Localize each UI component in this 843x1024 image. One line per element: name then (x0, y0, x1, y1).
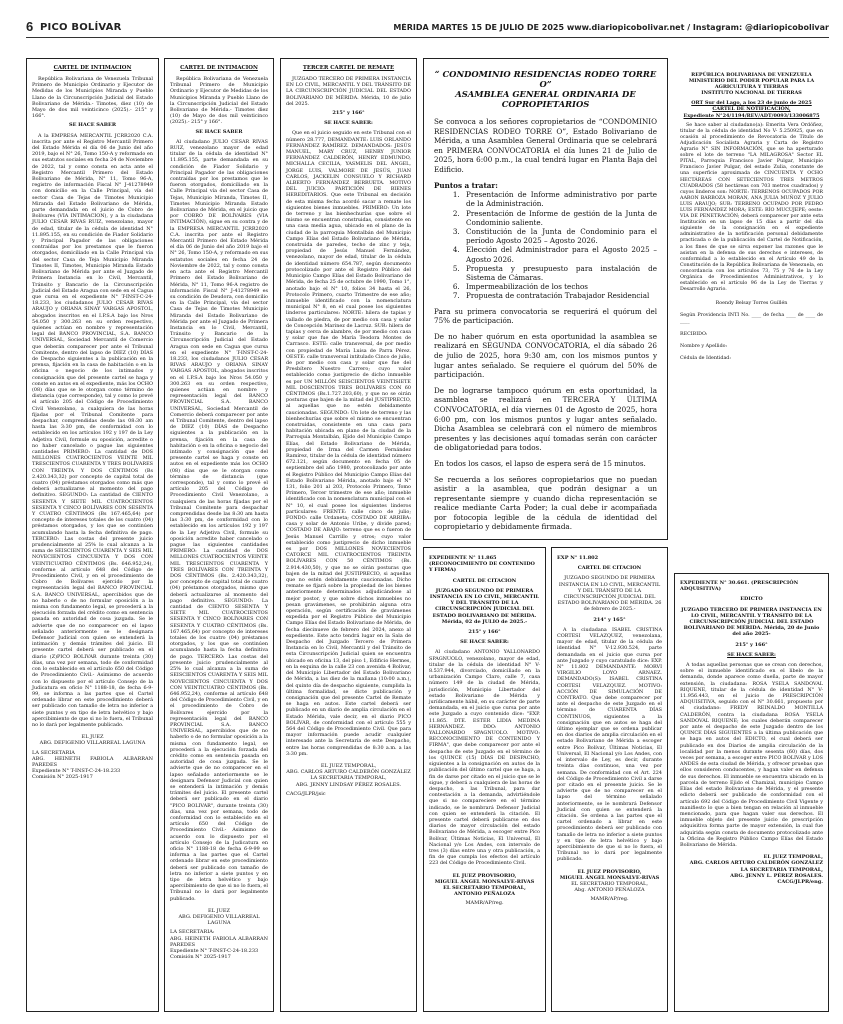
court-line: JUZGADO SEGUNDO DE PRIMERA INSTANCIA EN LO CIVIL, MERCANTIL Y DEL TRÁNSITO DE LA CIRCUNSCRIPCIÓN JUDICIAL DEL ESTADO BOLIVARIANO DE MÉRIDA. Mérida, 02 de JULIO de 2025.- (429, 587, 540, 625)
signature-block (680, 854, 823, 885)
instagram-handle[interactable]: Instagram: @diariopicobolivar (692, 23, 829, 32)
header-info: MÉRIDA MARTES 15 DE JULIO DE 2025 www.diariopicobolivar.net / Instagram: @diariopicobolivar (393, 23, 829, 32)
year-line: 215° y 166° (735, 641, 768, 648)
condominium-assembly-notice (423, 58, 668, 540)
notice-paragraph: A la ciudadana ISABEL CRISTINA CORTESI VELAZQUEZ, venezolana, mayor de edad, titular de la cédula de identidad N° V-12.930.524, parte demandada en el juicio que cursa por ante Juzgado y cuyo caratulado dice: EXP. N° 11.802 DEMANDANTE: MORVI VIRGILIO LOYO ARNAEZ. DEMANDADO(S): ISABEL CRISTINA CORTESI VELAZQUEZ. MOTIVO: ACCIÓN DE SIMULACIÓN DE CONTRATO. Que debe comparecer por ante el despacho de este Juzgado en el término de CUARENTA DÍAS CONTINUOS, siguientes a la consignación que en autos se haga del último ejemplar que se ordena publicar en dos diarios de amplia circulación en el estado Bolivariano de Mérida a escoger entre Pico Bolívar, Últimas Noticias, El Universal, El Nacional y/o Los Andes, con el intervalo de Ley, es decir, durante treinta días continuos, una vez por semana. De conformidad con el Art. 224 del Código de Procedimiento Civil a darse por citado en el presente juicio. Se le advierte que de no comparecer en el lapso del término señalado anteriormente, se le nombrará Defensor Judicial con quien se entenderá la citación. Se ordena a las partes que el cartel ordenado a librar en este procedimiento deberá ser publicado con tamaño de letra no inferior a siete puntos y en tipo de letra helvético y bajo apercibimiento de que si no lo fuera, el Tribunal no lo dará por legalmente publicado. (557, 626, 662, 863)
id-field-label: Cédula de Identidad: (680, 355, 731, 361)
judge-name: MIGUEL ÁNGEL MONSALVE-RIVAS (559, 874, 660, 881)
inti-header (680, 72, 823, 96)
judge-title: EL JUEZ TEMPORAL, (320, 762, 377, 769)
cartel-title: CARTEL DE NOTIFICACIÓN, (712, 106, 791, 113)
agenda-item: 6. Impermeabilización de los techos (462, 282, 657, 291)
file-number: EXPEDIENTE N° 30.661. (PRESCRIPCIÓN ADQUISITIVA) (680, 580, 799, 593)
agenda-item: 7. Propuesta de contratación Trabajador Residencial (462, 291, 657, 300)
secretary-name: ABG. HEINETH FABIOLA ALBARRAN PAREDES (32, 755, 153, 768)
notice-intimacion-1 (26, 58, 159, 1012)
dateline: MÉRIDA (393, 23, 429, 32)
proxy-reminder: Se recuerda a los señores copropietarios que no puedan asistir a la asamblea, que podrán designar a un representante siempre y cuando dicha representación se realice mediante Carta Poder; la cual debe ir acompañada por fotocopia legible de la cédula de identidad del copropietario y debidamente firmada. (434, 474, 657, 532)
ministry-line: MINISTERIO DEL PODER POPULAR PARA LA AGRICULTURA Y TIERRAS (688, 78, 815, 91)
quorum-second: De no haber quórum en esta oportunidad la asamblea se realizará en SEGUNDA CONVOCATORIA, el día sábado 26 de julio de 2025, hora 9:30 am, con los mismos puntos y lugar antes señalado. Se requiere el quórum del 50% de participación. (434, 331, 657, 380)
received-label: RECIBIDO: (680, 331, 708, 337)
secretary-title: EL SECRETARIO TEMPORAL, (443, 884, 526, 891)
court-line: JUZGADO TERCERO DE PRIMERA INSTANCIA EN LO CIVIL, MERCANTIL Y TRÁNSITO DE LA CIRCUNSCRIPCIÓN JUDICIAL DEL ESTADO BOLIVARIANO DE MÉRIDA. Mérida, 20 de Junio del año 2025- (681, 606, 822, 638)
year-line: 215° y 166° (468, 629, 501, 636)
judge-name: ABG. DEFIGENIO VILLARREAL LAGUNA (178, 914, 260, 927)
secretary-name: Abg. ANTONIO PEÑALOZA (574, 887, 645, 894)
website[interactable]: www.diariopicobolivar.net (566, 23, 685, 32)
secretary-block (170, 929, 268, 960)
notice-heading: CARTEL DE INTIMACION (180, 65, 258, 71)
waiting-time: En todos los casos, el lapso de espera será de 15 minutos. (434, 458, 646, 468)
secretary-name: ABG. HEINETH FABIOLA ALBARRAN PAREDES (170, 935, 268, 948)
notice-subheading: SE HACE SABER (69, 122, 116, 129)
agenda-item: 4. Elección del Administrador para el Agosto 2025 – Agosto 2026. (462, 245, 657, 263)
notice-remate (280, 58, 417, 1012)
signer: Roendy Belsay Torres Guillén (715, 301, 788, 307)
notice-heading: CARTEL DE CITACION (577, 565, 642, 572)
judge-name: MIGUEL ÁNGEL MONSALVE-RIVAS (434, 878, 535, 885)
file-number: Expediente N°24/1194/REV/ADT/0093/133006875 (683, 112, 820, 119)
notice-heading: CARTEL DE INTIMACION (53, 65, 132, 71)
office-date: ORT Sur del Lago, a los 23 de junio de 2025 (691, 100, 812, 107)
agenda-item: 5. Propuesta y presupuesto para instalación de Sistema de Cámaras. (462, 264, 657, 282)
commission-number: Comisión N° 2025-1917 (32, 774, 93, 781)
reference-code: CACG/JLPR/eng. (777, 878, 823, 885)
notice-paragraph: Al ciudadano JULIO CESAR RIVAS RUIZ, venezolano mayor de edad titular de la cédula de identidad N° 11.895.155, parte demandada en su condición de Fiador Solidario y Principal Pagador de las obligaciones contraídas por los prestamos que le fueron otorgados, domiciliado en la Calle Principal vía del sector Casa de Tejas, Municipio Miranda, Timotes II, Timotes Municipio Miranda Estado Bolivariano de Mérida, en el juicio que por COBRO DE BOLÍVARES (VIA INTIMACIÓN), sigue en su contra y de la EMPRESA MERCANTIL JCRR2020 C.A. inscrita por ante el Registro Mercantil Primero del Estado Mérida el día 06 de Junio del año 2019 bajo el N° 26, Tomo 150-A, y reformado en sus estatutos sociales en fecha 24 de Noviembre de 2022, tal y como consta en acta ante el Registro Mercantil Primero del Estado Bolivariano de Mérida, N° 11, Tomo 96-A registro de información Fiscal N° J-41278949 es su condición de Deudora, con domicilio en la Calle Principal, vía del sector Casa de Tejas de Timotes Municipio Miranda del Estado Bolivariano de Mérida por ante el Juzgado de Primera Instancia en lo Civil, Mercantil, Tránsito y Bancario de la Circunscripción Judicial del Estado Aragua con sede en Cagua que cursa en el expediente N° T-INST-C-24-18.233, los ciudadanos JULIO CESAR RIVAS ARAUJO y ORIANA SINAY VARGAS APOSTOL, abogados inscritos en el I.P.S.A bajo los Nros 54.050 y 300.263 en su orden respectivo, quienes actúan en nombre y representación legal del BANCO PROVINCIAL S.A. BANCO UNIVERSAL, Sociedad Mercantil de Comercio deberá comparecer por ante el Tribunal Comitente, dentro del lapso de DIEZ (10) DÍAS de Despacho siguientes a la publicación en la prensa, fijación en la casa de habitación o en la oficina o negocio del intimado y consignación que del presente cartel se haga y conste en autos en el expediente más los OCHO (08) días que se le otorgan como término de distancia (que corresponde), tal y como lo prevé el artículo 205 del Código de Procedimiento Civil Venezolano, a cualquiera de las horas fijadas por el Tribunal Comitente para despachar comprendidas desde las 8:30 am hasta las 3:30 pm, de conformidad con lo establecido en los artículos 192 y 197 de la Ley Adjetiva Civil, formule su oposición acredite haber cancelado o pague las siguientes cantidades PRIMERO: La cantidad de DOS MILLONES CUATROCIENTOS VEINTE MIL TRESCIENTOS CUARENTA Y TRES BOLÍVARES CON TREINTA Y DOS CÉNTIMOS (Bs. 2.420.343,32), por concepto de capital total de cuatro (04) préstamos otorgados, mismo que deberá actualizarse al momento del pago definitivo. SEGUNDO: La cantidad de CIENTO SESENTA Y SIETE MIL CUATROCIENTOS SESENTA Y CINCO BOLÍVARES CON SESENTA Y CUATRO CÉNTIMOS (Bs. 167.465,64) por concepto de intereses totales de los cuatro (04) préstamos otorgados, y los que se continúen acumulando hasta la fecha definitiva de pago. TERCERO: Las costas del presente juicio prudencialmente al 25% lo cual alcanza a la suma de SEISCIENTOS CUARENTA Y SEIS MIL NOVECIENTOS CINCUENTA Y DOS CON VEINTICUATRO CÉNTIMOS (Bs. 646.952,24), conforme al artículo 648 del Código de Procedimiento Civil, y en el procedimiento de Cobro de Bolívares ejercido por la representación legal del BANCO PROVINCIAL S.A. BANCO UNIVERSAL, apercibidos que de no haberlo o de no formular oposición a la misma con fundamento legal, se procederá a la ejecución forzada del crédito como en sentencia pasada en autoridad de cosa juzgada. Se le advierte que de no comparecer en el lapso señalado anteriormente se le designara Defensor Judicial con quien se entenderá la intimación y demás trámites del juicio. El presente cartel deberá ser publicado en el diario "PICO BOLIVAR", durante treinta (30) días, una vez por semana, todo de conformidad con lo establecido en el artículo 650 del Código de Procedimiento Civil.- Asimismo de acuerdo con lo dispuesto por el artículo Consejo de la Judicatura en oficio N° 1188-18 de fecha 6-9-99 se informa a las partes que el Cartel ordenado librar en este procedimiento deberá ser publicado con tamaño de letra no inferior a siete puntos y en tipo de letra helvético y bajo apercibimiento de que si no lo fuera, el Tribunal no lo dará por legalmente publicado. (170, 138, 269, 902)
providencia-line: Según Providencia INTI No. ____ de fecha ____ de ____ de ____ (680, 313, 823, 325)
notice-citacion-11802 (551, 547, 668, 1012)
agenda-list (462, 190, 657, 300)
notice-paragraph: A la EMPRESA MERCANTIL JCRR2020 C.A. inscrita por ante el Registro Mercantil Primero del Estado Mérida el día 06 de Junio del año 2019, bajo el N° 26, Tomo 150-A y reformado en sus estatutos sociales en fecha 24 de Noviembre de 2022, tal y como consta en acta ante el Registro Mercantil Primero del Estado Bolivariano de Mérida, N° 11, Tomo 96-A, registro de información Fiscal N° J-41278949 con domicilio en la Calle Principal, vía del sector Casa de Tejas de Timotes Municipio Miranda del Estado Bolivariano de Mérida, parte demandada en el juicio de Cobro de Bolívares (VIA INTIMACION), y a la ciudadana JULIO CESAR RIVAS RUIZ, venezolano, mayor de edad, titular de la cédula de identidad N° 11.895.155, en su condición de Fiador Solidario y Principal Pagador de las obligaciones contraídas por los prestamos que le fueron otorgados, domiciliado en la Calle Principal vía del sector Casa de Teja Municipio Miranda Timotes II, Timotes, Municipio Miranda Estado Bolivariano de Mérida por ante el Juzgado de Primera Instancia en lo Civil, Mercantil, Tránsito y Bancario de la Circunscripción Judicial del Estado Aragua con sede en el Cagua que cursa en el expediente N° T-INST-C-24-18.233, los ciudadanos JULIO CESAR RIVAS ARAUJO y ORIANA SINAY VARGAS APOSTOL, abogados inscritos en el I.P.S.A bajo los Nros 54.050 y 300.263 en su orden respectivo, quienes actúan en nombre y representación legal del BANCO PROVINCIAL, S.A. BANCO UNIVERSAL, Sociedad Mercantil de Comercio que deberán comparecer por ante el Tribunal Comitente, dentro del lapso de DIEZ (10) DÍAS de Despacho siguientes a la publicación en la prensa, fijación en la casa de habitación o en la oficina o negocio de los intimados y consignación que del presente cartel se haga y conste en autos en el expediente, más los OCHO (08) días que se le otorgan como término de distancia (que corresponde), tal y como lo prevé el artículo 205 del Código de Procedimiento Civil Venezolano, a cualquiera de las horas fijadas por el Tribunal Comitente para despachar, comprendidas desde las 08:30 am hasta las 3:30 pm, de conformidad con lo establecido en los artículos 192 y 197 de la Ley Adjetiva Civil, formule su oposición, acredite o no haber cancelado o pague las siguientes cantidades PRIMERO: La cantidad de DOS MILLONES CUATROCIENTOS VEINTE MIL TRESCIENTOS CUARENTA Y TRES BOLÍVARES CON TREINTA Y DOS CÉNTIMOS (Bs 2.420.343,32) por concepto de capital total de cuatro (04) préstamos otorgados como más que deberá actualizarse al momento del pago definitivo. SEGUNDO: La cantidad de CIENTO SESENTA Y SIETE MIL CUATROCIENTOS SESENTA Y CINCO BOLÍVARES CON SESENTA Y CUATRO CÉNTIMOS (Bs 167.465,64) por concepto de intereses totales de los cuatro (04) préstamos otorgados, y los que se continúen acumulando hasta la fecha definitiva de pago. TERCERO: Las costas del presente juicio prudencialmente al 25% lo cual alcanza a la suma de SEISCIENTOS CUARENTA Y SEIS MIL NOVECIENTOS CINCUENTA Y DOS CON VEINTICUATRO CÉNTIMOS (Bs. 646.952,24), conforme al artículo 648 del Código de Procedimiento Civil, y en el procedimiento de Cobro de Bolívares ejercido por la representación legal del BANCO PROVINCIAL S.A. BANCO UNIVERSAL, apercibidos que de no haberlo o de no formular oposición a la misma con fundamento legal, se procederá a la ejecución forzada del crédito como en sentencia pasada en autoridad de cosa juzgada. Se le advierte que de no comparecer en el lapso señalado anteriormente se le designara Defensor Judicial con quien se entenderá la intimación y demás trámites del juicio. El presente cartel deberá ser publicado en el diario (Z)PICO BOLIVAR durante treinta (30) días, una vez por semana, todo de conformidad con lo establecido en el artículo 650 del Código de Procedimiento Civil.- Asimismo de acuerdo con lo dispuesto por el artículo Consejo de la Judicatura en oficio N° 1188-18, de fecha 6-9-99, se informa a las partes que el Cartel ordenado librar en este procedimiento deberá ser publicado con tamaño de letra no inferior a siete puntos y en tipo de letra helvético y bajo apercibimiento de que si no lo fuera, el Tribunal no lo dará por legalmente publicado. (32, 132, 153, 728)
institute-line: INSTITUTO NACIONAL DE TIERRAS (701, 90, 802, 97)
notice-heading: EDICTO (740, 596, 763, 603)
notice-subheading: SE HACE SABER: (727, 651, 776, 658)
judge-title: EL JUEZ PROVISORIO, (577, 868, 642, 875)
file-number: Expediente N° T-INST-C-24-18.233 (170, 948, 259, 955)
notice-heading: TERCER CARTEL DE REMATE (302, 65, 395, 71)
judge-name: ABG. CARLOS ARTURO CALDERÓN GONZÁLEZ (689, 860, 823, 867)
secretary-title: LA SECRETARIA: (170, 929, 215, 936)
file-number-text: EXPEDIENTE N° 11.865 (429, 555, 497, 561)
case-type: (RECONOCIMIENTO DE CONTENIDO Y FIRMA) (429, 561, 535, 574)
notice-citacion-11865 (423, 547, 546, 1012)
secretary-name: ABG. JENNY LINDSAY PÉREZ ROSALES. (295, 781, 402, 788)
secretary-name: ANTONIO PEÑALOZA (454, 891, 515, 898)
signature-block (286, 763, 411, 788)
notice-paragraph: A todas aquellas personas que se crean con derechos, sobre el inmueble identificado en el libelo de la demanda, donde aparece como dueña, parte de mayor extensión, la ciudadana: ROSA YSELA SANDOVAL RIQUENE, titular de la cédula de identidad N° V-11.956.443, en el juicio de PRESCRIPCIÓN ADQUISITIVA, seguido con el N° 30.661, propuesto por el ciudadano: FREDY REINALDO MONTILLA CALDERÓN, contra la ciudadana ROSA YSELA SANDOVAL RIQUENE; los cuales deberán comparecer por ante el despacho de este Juzgado dentro de los QUINCE DÍAS SIGUIENTES a la última publicación que se haga en autos del EDICTO, el cual deberá ser publicado en dos Diarios de amplia circulación de la localidad por la menos durante sesenta (60) días, dos veces por semana, a escoger entre PICO BOLIVAR y LOS ANDES de esta ciudad de Mérida, y ofrecer pruebas que ellos consideren conducentes, y hagan valer en defensa de sus derechos. El inmueble se encuentra ubicado en la parcela de terreno Ejido el Chamizal, municipio Campo Elías del estado Bolivariano de Mérida, y el presente edicto deberá ser publicado de conformidad con el artículo 692 del Código de Procedimiento Civil Vigente y manifiesto lo que a bien tengan en relación al inmueble mencionado, para que hagan valer sus derechos. El inmueble objeto del presente juicio de prescripción adquisitiva forma parte de mayor extensión, la cual fue adquirida según consta de documento protocolizado ante la Oficina de Registro Público Campo Elías del Estado Bolivariano de Mérida. (680, 662, 823, 848)
notice-subheading: SE HACE SABER: (460, 639, 509, 646)
year-line: 214° y 165° (593, 616, 626, 623)
secretary-title: EL SECRETARIO TEMPORAL, (571, 880, 648, 887)
reference-code: MAMR/AP/reg. (465, 900, 504, 907)
file-number: Expediente N° T-INST-C-24-18.233 (32, 768, 121, 775)
secretary-title: LA SECRETARIA (32, 749, 75, 756)
notice-inti (674, 58, 829, 546)
inti-office-line (680, 100, 823, 118)
notice-intimacion-2 (164, 58, 274, 1012)
signature-block (557, 869, 662, 894)
agenda-item: 1. Presentación de Informe administrativo por parte de la Administración. (462, 190, 657, 208)
notice-title (434, 69, 657, 109)
agenda-item: 3. Constitución de la Junta de Condominio para el período Agosto 2025 – Agosto 2026. (462, 227, 657, 245)
judge-title: EL JUEZ (81, 734, 104, 741)
header-rule (26, 37, 829, 38)
quorum-first: Para su primera convocatoria se requerirá el quórum del 75% de participación. (434, 306, 657, 326)
points-label: Puntos a tratar: (434, 180, 498, 190)
reference-code: MAMR/AP/reg. (590, 896, 629, 903)
judge-title: EL JUEZ PROVISORIO, (452, 872, 517, 879)
notice-body (434, 117, 657, 540)
judge-title: EL JUEZ (208, 907, 230, 914)
name-field-label: Nombre y Apellido: (680, 343, 728, 349)
judge-name: ABG. DEFIGENIO VILLARREAL LAGUNA (39, 740, 146, 747)
notice-paragraph: Que en el juicio seguido en este Tribunal con el número 28.777, DEMANDANTE: LUIS ORLANDO FERNÁNDEZ RAMÍREZ. DEMANDADOS: JESÚS MANUEL, MARY CRUZ, HENRY JUNIOR FERNÁNDEZ CALDERÓN, HENRY EDMUNDO, MICHALLA CECILIA, YASMELIS DEL ÁNGEL, JORGE LUIS, VALMORE DE JESÚS, JUAN CARLOS, JACKELIN CONSUELO Y RICHARD ALBERTO FERNÁNDEZ BERRUETA. MOTIVO DEL JUICIO: PARTICIÓN DE BIENES HEREDITARIOS. Que este Tribunal en decisión de esta misma fecha acordó sacar a remate los siguientes bienes inmuebles. PRIMERO: Un lote de terreno y las bienhechurías que sobre el mismo se encuentran construidas, consistente en una casa media agua, ubicado en el plano de la ciudad de la parroquia Montalbán del Municipio Campo Elías del Estado Bolivariano de Mérida, construida de paredes, techo de zinc y teja, propiedad de Jesús Manuel Fernández, venezolano, mayor de edad, titular de la cédula de identidad número 654.787, según documento protocolizado por ante el Registro Público del Municipio Campo Elías del Estado Bolivariano de Mérida, de fecha 25 de octubre de 1990, Tomo 1°, anotado bajo el N° 10, folios 34 hasta el 26, Protocolo Primero, cuarto Trimestre de ese año; inmueble identificado con la nomenclatura municipal N° 8, en el cual posee los siguientes linderos particulares: NORTE: hilera de tapias y vallado de piedra, de por medio con casa y solar de Concepción Marinez de Lacruz. SUR: hilera de tapias y cerca de alambre, de por medio con casa y solar que fue de María Teodora Montes de Carrasco. ESTE: calle transversal, de por medio con propiedad de María Luisa de Parra Pérez. OESTE: calle transversal intitulado Cinco de julio, de por medio con casa y solar que fue del Presbítero Nuestro Carrero; cuyo valor establecido como justiprecio de dicho inmueble es por UN MILLÓN SEISCIENTOS VEINTISIETE MIL DOSCIENTOS TRES BOLÍVARES CON 60 CÉNTIMOS (Bs.1.727.203,60), y que no se oirán posturas que bajen de la mitad del JUSTIPRECIO, al aquellas que no estén debidamente caucionadas. SEGUNDO: Un lote de terreno y las bienhechurías que sobre el mismo se encuentran construidas, consistente en una casa para habitación ubicada en plano de la ciudad de la Parroquia Montalbán, Ejido del Municipio Campo Elías, del Estado Bolivariano de Mérida, propiedad de Irma del Carmen Fernández Ramírez, titular de la cédula de identidad número 672.121, según documento en fecha 05 de septiembre del año 1980, protocolizado por ante el Registro Público del Municipio Campo Elías del Estado Bolivariano Mérida, anotado bajo el N° 131, folio 201 al 203, Protocolo Primero, Tomo Primero, Tercer trimestre de ese año; inmueble identificado con la nomenclatura municipal con el N° 10, el cual posee los siguientes linderos particulares: FRENTE: calle cinco de julio; FONDO: calle Urdaneta; COSTADO DE ARRIBA: casa y solar de Antonio Uribe, y divide pared; COSTADO DE ABAJO: terreno que es o fueron de Jesús Manuel Carrillo y otros; cuyo valor establecido como justiprecio de dicho inmueble es por DOS MILLONES NOVECIENTOS CATORCE MIL CUATROCIENTOS TREINTA BOLÍVARES CON 50 CÉNTIMOS (Bs. 2.914.430,50), y que no se oirán posturas que bajen de la mitad del JUSTIPRECIO, si aquellas que no estén debidamente caucionadas. Dicho remate se fijará sobre la propiedad de los bienes anteriormente determinados adjudicándose al mejor postor, y que sobre dichos inmuebles no pesan gravámenes, se prohibirán alguna otra operación, según certificación de gravámenes expedida por el Registro Público del Municipio Campo Elías del Estado Bolivariano de Mérida, de fecha diecinueve de febrero del 2024, anexo al expediente. Este acto tendrá lugar en la Sala de Despacho del Juzgado Tercero de Primera Instancia en lo Civil, Mercantil y del Tránsito de esta Circunscripción Judicial quien se encuentra ubicado en oficina 13, del piso 1, Edificio Hermes, en la esquina de la calle 23 con avenida 4 Bolívar, del Municipio Libertador del Estado Bolivariano de Mérida, a las diez de la mañana (10:00 a.m.), del quinto día de despacho siguiente, cumplida la última formalidad, se dicte publicación y consignación que del presente Cartel de Remate se haga en autos. Este cartel deberá ser publicado en un diario de amplia circulación en el Estado Mérida, vale decir, en el diario PICO BOLÍVAR, de conformidad con el artículo 555 y 564 del Código de Procedimiento Civil. Que para mayor información puede acudir cualquier interesado ante la Secretaría de este Despacho, entre las horas comprendidas de 8:30 a.m. a las 3:30 pm. (286, 130, 411, 757)
court-paragraph: JUZGADO TERCERO DE PRIMERA INSTANCIA EN LO CIVIL, MERCANTIL Y DEL TRÁNSITO DE LA CIRCUNSCRIPCIÓN JUDICIAL DEL ESTADO BOLIVARIANO DE MÉRIDA. Mérida, 10 de julio del 2025. (286, 76, 411, 107)
paper-name: PICO BOLÍVAR (40, 22, 122, 33)
secretary-name: ABG. JENNY L. PÉREZ ROSALES. (730, 872, 823, 879)
page-number: 6 (26, 19, 34, 34)
notice-paragraph: República Bolivariana de Venezuela Tribunal Primero de Municipio Ordinario y Ejecutor de Medidas de los Municipios Miranda y Pueblo Llano de la Circunscripción Judicial del Estado Bolivariano de Mérida.- Timotes diez (10) de Mayo de dos mil veinticinco (2025).- 215° y 166°. (170, 76, 268, 126)
intro-paragraph: Se convoca a los señores copropietarios de “CONDOMINIO RESIDENCIAS RODEO TORRE O”, Estado Bolivariano de Mérida, a una Asamblea General Ordinaria que se celebrará en PRIMERA CONVOCATORIA el día lunes 21 de Julio de 2025, hora 6:00 p.m., la cual tendrá lugar en Planta Baja del Edificio. (434, 117, 657, 174)
republic-line: REPÚBLICA BOLIVARIANA DE VENEZUELA (691, 72, 812, 78)
signature-block (170, 908, 268, 927)
condominium-name: “ CONDOMINIO RESIDENCIAS RODEO TORRE O” (434, 69, 657, 89)
file-number (429, 555, 540, 574)
secretary-title: LA SECRETARIA TEMPORAL, (310, 775, 387, 782)
judge-name: ABG. CARLOS ARTURO CALDERÓN GONZÁLEZ (286, 769, 411, 776)
court-line: JUZGADO SEGUNDO DE PRIMERA INSTANCIA EN LO CIVIL, MERCANTIL Y DEL TRÁNSITO DE LA CIRCUNSCRIPCIÓN JUDICIAL DEL ESTADO BOLIVARIANO DE MÉRIDA. 26 de febrero de 2025.- (557, 575, 662, 613)
agenda-item: 2. Presentación de Informe de gestión de la Junta de Condominio saliente. (462, 209, 657, 227)
secretary-block (32, 750, 153, 781)
notice-paragraph: Se hace saber al ciudadano(a): Emerita Vera Ordóñez, titular de la cédula de identidad No V- 5.250925, que en ocasión al procedimiento de Revocatoria de Título de Adjudicación Socialista Agraria y Carta de Registro Agrario N° SIN INFORMACIÓN, que se ha aperturado sobre el lote de terreno "LA MILAGROSA" Sector EL PITAL, Parroquia Francisco Javier Pulgar, Municipio Francisco Javier Pulgar, del estado Zulia, constante de una superficie aproximada de CINCUENTA Y OCHO HECTÁREAS CON SETECIENTOS TRES METROS CUADRADOS (58 hectáreas con 703 metros cuadrados) y cuyos linderos son: NORTE: TERRENOS OCUPADOS POR AARON BARBOZA MORAN, ANA JULIA MUÑOZ Y JULIO LUIS ARAUJO; SUR: TERRENO OCUPADO POR PEDRO LUIS FERNÁNDEZ MORA; ESTE: RÍO MUCUJEPE; oeste: VIA DE PENETRACIÓN; deberá comparecer por ante esta Institución en un lapso de 15 días a partir del día siguiente de la consignación en el expediente administrativo de la notificación personal debidamente practicada o de la publicación del Cartel de Notificación, a los fines de que se sirva exponer las razones que le asistan en la defensa de sus derechos e intereses, de conformidad a lo establecido en el Artículo 49 de la Constitución de la República Bolivariana de Venezuela, en concordancia con los artículos 73, 75 y 76 de la Ley Orgánica de Procedimientos Administrativos, y lo establecido en el artículo 96 de la Ley de Tierras y Desarrollo Agrario. (680, 122, 823, 293)
file-number: EXP N° 11.802 (557, 555, 599, 561)
notice-paragraph: Al ciudadano ANTONIO YALLONARDO SPAGNUOLO, venezolano, mayor de edad, titular de la cédula de identidad N° V-8.537.944, divorciado, domiciliado en la urbanización Campo Claro, calle 7, casa número 149 de la ciudad de Mérida, jurisdicción, Municipio Libertador del estado Bolivariano de Mérida y jurídicamente hábil, en su carácter de parte demandada, en el juicio que cursa por ante este Juzgado a cuyo contenido dice: "EXP. 11.865. DTE. ESTER LIDIA MEDINA HERNÁNDEZ. DDO: ANTONIO YALLONARDO SPAGNUOLO. MOTIVO: RECONOCIMIENTO DE CONTENIDO Y FIRMA", que debe comparecer por ante el despacho de este Juzgado en el término de los QUINCE (15) DÍAS DE DESPACHO, siguientes a la consignación en autos de la publicación del último cartel que se haga, a fin de darse por citado en el juicio que se le sigue, y deberá a cualquiera de las horas de despacho, a las Tribunal, para dar contestación a la demanda, advirtiéndole que si no compareciere en el término indicado, se le nombrará Defensor Judicial con quien se entenderá la citación. El presente cartel deberá publicarse en dos diarios de mayor circulación del estado Bolivariano de Mérida, a escoger entre Pico Bolívar, Últimas Noticias, El Universal, El Nacional y/o Los Andes, con intervalo de tres (3) días entre una y otra publicación, a fin de que cumpla los efectos del artículo 223 del Código de Procedimiento Civil. (429, 649, 540, 867)
header-date: MARTES 15 DE JULIO DE 2025 (431, 23, 565, 32)
secretary-title: LA SECRETARIA TEMPORAL, (740, 866, 823, 873)
notice-heading: CARTEL DE CITACION (452, 577, 517, 584)
masthead (26, 19, 829, 36)
judge-title: EL JUEZ TEMPORAL, (763, 854, 823, 861)
signature-block (429, 873, 540, 898)
notice-paragraph: República Bolivariana de Venezuela Tribunal Primero de Municipio Ordinario y Ejecutor de Medidas de los Municipios Miranda y Pueblo Llano de la Circunscripción Judicial del Estado Bolivariano de Mérida.- Timotes, diez (10) de Mayo de dos mil veinticinco (2025).- 215° y 166°. (32, 76, 153, 120)
quorum-third: De no lograrse tampoco quórum en esta oportunidad, la asamblea se realizará en TERCERA Y ÚLTIMA CONVOCATORIA, el día viernes 01 de Agosto de 2025, hora 6:00 pm, con los mismos puntos y lugar antes señalado. Dicha Asamblea se celebrará con el número de miembros presentes y las decisiones aquí tomadas serán con carácter de obligatoriedad para todos. (434, 385, 657, 453)
year-line: 215° y 166° (332, 110, 365, 117)
notice-subheading: SE HACE SABER: (324, 120, 373, 127)
notice-edicto (674, 573, 829, 1012)
assembly-title: ASAMBLEA GENERAL ORDINARIA DE COPROPIETARIOS (455, 89, 636, 109)
notice-subheading: SE HACE SABER (195, 128, 243, 135)
signature-block (32, 734, 153, 746)
commission-number: Comisión N° 2025-1917 (170, 954, 231, 961)
reference-code: CACG/JLPR/jsic (286, 790, 326, 797)
